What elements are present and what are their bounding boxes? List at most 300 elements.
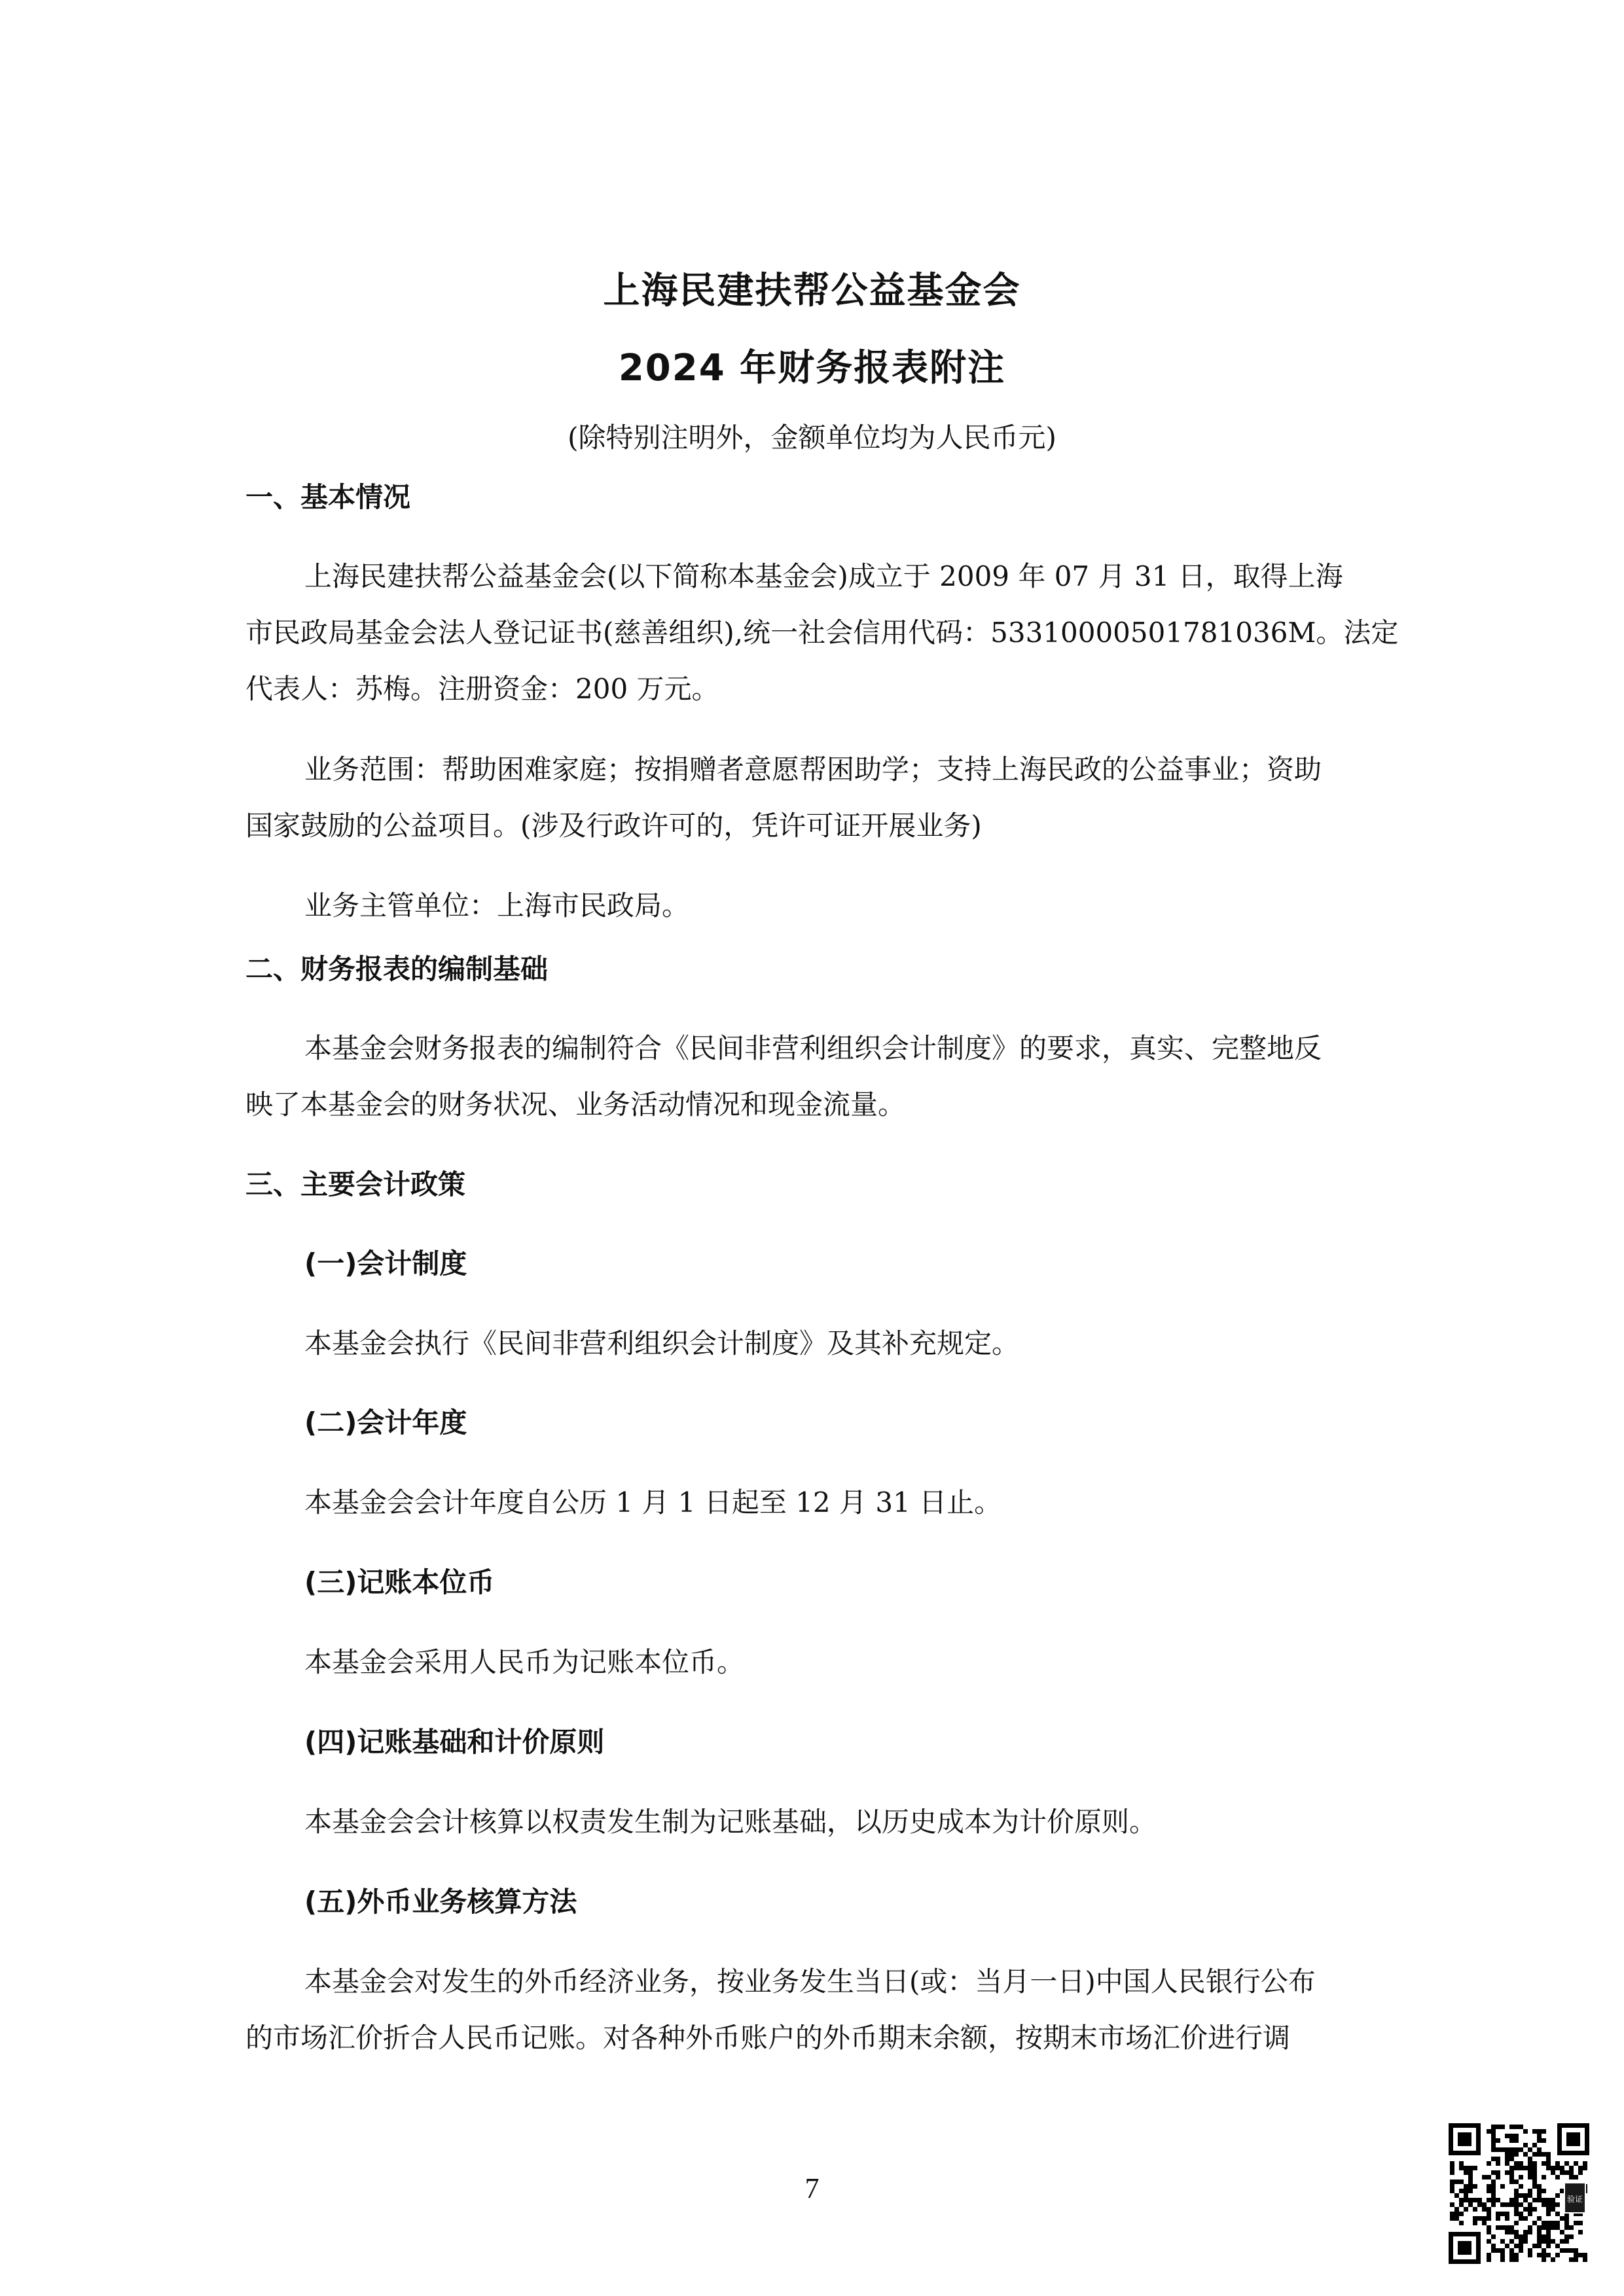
qr-module bbox=[1514, 2138, 1519, 2143]
qr-module bbox=[1477, 2216, 1482, 2221]
qr-module bbox=[1574, 2221, 1578, 2225]
qr-module bbox=[1546, 2225, 1551, 2230]
qr-module bbox=[1500, 2125, 1505, 2129]
qr-module bbox=[1487, 2230, 1491, 2234]
qr-module bbox=[1459, 2212, 1464, 2216]
qr-module bbox=[1564, 2225, 1569, 2230]
qr-module bbox=[1468, 2202, 1473, 2207]
qr-module bbox=[1523, 2239, 1528, 2244]
qr-module bbox=[1509, 2179, 1514, 2184]
paragraph-line: 本基金会执行《民间非营利组织会计制度》及其补充规定。 bbox=[304, 1327, 1020, 1359]
qr-module bbox=[1505, 2230, 1509, 2234]
qr-module bbox=[1450, 2170, 1454, 2175]
qr-module bbox=[1468, 2175, 1473, 2179]
qr-module bbox=[1496, 2170, 1500, 2175]
qr-module bbox=[1551, 2202, 1555, 2207]
qr-module bbox=[1523, 2129, 1528, 2134]
qr-module bbox=[1509, 2230, 1514, 2234]
qr-module bbox=[1532, 2152, 1537, 2157]
qr-module bbox=[1514, 2198, 1519, 2202]
subsection-heading: (二)会计年度 bbox=[304, 1407, 467, 1439]
qr-module bbox=[1583, 2257, 1587, 2262]
qr-module bbox=[1482, 2207, 1487, 2212]
qr-module bbox=[1487, 2207, 1491, 2212]
qr-module bbox=[1555, 2221, 1560, 2225]
qr-module bbox=[1519, 2216, 1523, 2221]
qr-module bbox=[1542, 2221, 1546, 2225]
qr-module bbox=[1491, 2134, 1496, 2138]
qr-module bbox=[1509, 2253, 1514, 2257]
paragraph-line: 本基金会财务报表的编制符合《民间非营利组织会计制度》的要求，真实、完整地反 bbox=[304, 1032, 1322, 1064]
qr-module bbox=[1532, 2129, 1537, 2134]
qr-module bbox=[1546, 2207, 1551, 2212]
page-number: 7 bbox=[804, 2172, 820, 2204]
qr-module bbox=[1496, 2157, 1500, 2161]
qr-module bbox=[1546, 2157, 1551, 2161]
qr-module bbox=[1487, 2161, 1491, 2166]
qr-module bbox=[1459, 2198, 1464, 2202]
qr-module bbox=[1464, 2189, 1468, 2193]
qr-module bbox=[1514, 2234, 1519, 2239]
qr-module bbox=[1505, 2225, 1509, 2230]
qr-module bbox=[1555, 2193, 1560, 2198]
qr-module bbox=[1523, 2216, 1528, 2221]
qr-module bbox=[1528, 2170, 1532, 2175]
qr-module bbox=[1569, 2257, 1574, 2262]
qr-module bbox=[1578, 2230, 1583, 2234]
qr-module bbox=[1514, 2212, 1519, 2216]
qr-module bbox=[1546, 2239, 1551, 2244]
qr-module bbox=[1505, 2202, 1509, 2207]
qr-module bbox=[1491, 2147, 1496, 2152]
qr-module bbox=[1546, 2230, 1551, 2234]
qr-module bbox=[1491, 2189, 1496, 2193]
qr-module bbox=[1551, 2207, 1555, 2212]
qr-module bbox=[1464, 2207, 1468, 2212]
qr-module bbox=[1487, 2129, 1491, 2134]
qr-module bbox=[1496, 2225, 1500, 2230]
document-subtitle-year: 2024 年财务报表附注 bbox=[618, 347, 1006, 389]
qr-module bbox=[1537, 2198, 1542, 2202]
qr-module bbox=[1578, 2221, 1583, 2225]
qr-module bbox=[1519, 2248, 1523, 2253]
qr-module bbox=[1509, 2175, 1514, 2179]
qr-module bbox=[1564, 2221, 1569, 2225]
qr-module bbox=[1555, 2253, 1560, 2257]
qr-module bbox=[1500, 2212, 1505, 2216]
qr-module bbox=[1546, 2212, 1551, 2216]
qr-module bbox=[1528, 2157, 1532, 2161]
qr-module bbox=[1578, 2170, 1583, 2175]
qr-module bbox=[1523, 2234, 1528, 2239]
qr-module bbox=[1514, 2147, 1519, 2152]
qr-module bbox=[1583, 2253, 1587, 2257]
qr-module bbox=[1537, 2225, 1542, 2230]
qr-module bbox=[1532, 2166, 1537, 2170]
qr-module bbox=[1505, 2161, 1509, 2166]
qr-module bbox=[1560, 2230, 1564, 2234]
subsection-heading: (一)会计制度 bbox=[304, 1247, 467, 1280]
qr-module bbox=[1537, 2152, 1542, 2157]
qr-module bbox=[1459, 2166, 1464, 2170]
qr-module bbox=[1509, 2248, 1514, 2253]
qr-module bbox=[1528, 2147, 1532, 2152]
qr-module bbox=[1505, 2134, 1509, 2138]
qr-module bbox=[1487, 2175, 1491, 2179]
qr-module bbox=[1500, 2184, 1505, 2189]
qr-module bbox=[1500, 2225, 1505, 2230]
qr-module bbox=[1578, 2253, 1583, 2257]
qr-module bbox=[1509, 2152, 1514, 2157]
qr-module bbox=[1459, 2161, 1464, 2166]
qr-module bbox=[1464, 2166, 1468, 2170]
qr-module bbox=[1542, 2225, 1546, 2230]
qr-module bbox=[1532, 2244, 1537, 2248]
qr-module bbox=[1454, 2207, 1459, 2212]
qr-module bbox=[1482, 2216, 1487, 2221]
document-title: 上海民建扶帮公益基金会 bbox=[603, 270, 1021, 312]
qr-module bbox=[1514, 2166, 1519, 2170]
qr-module bbox=[1542, 2189, 1546, 2193]
qr-module bbox=[1509, 2170, 1514, 2175]
qr-module bbox=[1487, 2198, 1491, 2202]
qr-module bbox=[1473, 2221, 1477, 2225]
qr-module bbox=[1450, 2166, 1454, 2170]
qr-module bbox=[1555, 2166, 1560, 2170]
qr-module bbox=[1459, 2202, 1464, 2207]
paragraph-line: 上海民建扶帮公益基金会(以下简称本基金会)成立于 2009 年 07 月 31 日，取得上海 bbox=[304, 560, 1343, 592]
qr-module bbox=[1496, 2138, 1500, 2143]
qr-module bbox=[1523, 2152, 1528, 2157]
qr-module bbox=[1519, 2239, 1523, 2244]
qr-module bbox=[1519, 2244, 1523, 2248]
paragraph-line: 本基金会会计年度自公历 1 月 1 日起至 12 月 31 日止。 bbox=[304, 1486, 1002, 1518]
qr-module bbox=[1487, 2225, 1491, 2230]
qr-module bbox=[1551, 2221, 1555, 2225]
qr-module bbox=[1583, 2166, 1587, 2170]
qr-module bbox=[1487, 2189, 1491, 2193]
qr-module bbox=[1491, 2248, 1496, 2253]
qr-module bbox=[1542, 2129, 1546, 2134]
qr-module bbox=[1514, 2253, 1519, 2257]
qr-module bbox=[1523, 2166, 1528, 2170]
subsection-heading: (三)记账本位币 bbox=[304, 1566, 495, 1598]
qr-module bbox=[1487, 2216, 1491, 2221]
qr-module bbox=[1505, 2170, 1509, 2175]
qr-module bbox=[1523, 2198, 1528, 2202]
qr-module bbox=[1450, 2216, 1454, 2221]
qr-module bbox=[1555, 2161, 1560, 2166]
qr-module bbox=[1514, 2134, 1519, 2138]
qr-module bbox=[1564, 2216, 1569, 2221]
qr-module bbox=[1464, 2193, 1468, 2198]
qr-module bbox=[1528, 2161, 1532, 2166]
qr-module bbox=[1496, 2147, 1500, 2152]
qr-module bbox=[1528, 2175, 1532, 2179]
qr-module bbox=[1542, 2257, 1546, 2262]
paragraph-line: 映了本基金会的财务状况、业务活动情况和现金流量。 bbox=[245, 1088, 906, 1121]
qr-module bbox=[1468, 2179, 1473, 2184]
qr-module bbox=[1491, 2170, 1496, 2175]
qr-module bbox=[1519, 2125, 1523, 2129]
qr-module bbox=[1569, 2248, 1574, 2253]
qr-module bbox=[1574, 2257, 1578, 2262]
qr-module bbox=[1551, 2198, 1555, 2202]
qr-module bbox=[1537, 2129, 1542, 2134]
qr-module bbox=[1560, 2239, 1564, 2244]
qr-module bbox=[1519, 2184, 1523, 2189]
qr-module bbox=[1505, 2212, 1509, 2216]
paragraph-line: 的市场汇价折合人民币记账。对各种外币账户的外币期末余额，按期末市场汇价进行调 bbox=[245, 2022, 1291, 2054]
qr-module bbox=[1551, 2166, 1555, 2170]
qr-module bbox=[1491, 2202, 1496, 2207]
qr-module bbox=[1496, 2216, 1500, 2221]
qr-module bbox=[1564, 2161, 1569, 2166]
qr-module bbox=[1532, 2184, 1537, 2189]
qr-module bbox=[1555, 2202, 1560, 2207]
paragraph-line: 国家鼓励的公益项目。(涉及行政许可的，凭许可证开展业务) bbox=[245, 810, 982, 842]
qr-module bbox=[1564, 2170, 1569, 2175]
qr-module bbox=[1542, 2239, 1546, 2244]
qr-module bbox=[1532, 2221, 1537, 2225]
qr-module bbox=[1551, 2225, 1555, 2230]
subsection-heading: (五)外币业务核算方法 bbox=[304, 1886, 577, 1918]
qr-module bbox=[1555, 2212, 1560, 2216]
qr-module bbox=[1459, 2179, 1464, 2184]
qr-module bbox=[1468, 2184, 1473, 2189]
qr-module bbox=[1491, 2234, 1496, 2239]
qr-module bbox=[1509, 2134, 1514, 2138]
section-heading-policies: 三、主要会计政策 bbox=[245, 1168, 466, 1200]
qr-module bbox=[1514, 2207, 1519, 2212]
qr-module bbox=[1450, 2212, 1454, 2216]
qr-module bbox=[1523, 2193, 1528, 2198]
qr-module bbox=[1454, 2179, 1459, 2184]
qr-module bbox=[1523, 2143, 1528, 2147]
qr-module bbox=[1542, 2161, 1546, 2166]
qr-module bbox=[1496, 2161, 1500, 2166]
svg-text:验证: 验证 bbox=[1566, 2195, 1583, 2204]
qr-module bbox=[1505, 2152, 1509, 2157]
currency-note: (除特别注明外，金额单位均为人民币元) bbox=[568, 422, 1056, 454]
qr-module bbox=[1500, 2147, 1505, 2152]
qr-module bbox=[1454, 2216, 1459, 2221]
qr-module bbox=[1450, 2179, 1454, 2184]
qr-module bbox=[1519, 2166, 1523, 2170]
qr-module bbox=[1574, 2248, 1578, 2253]
section-heading-basic-info: 一、基本情况 bbox=[245, 481, 411, 513]
qr-module bbox=[1514, 2179, 1519, 2184]
qr-module bbox=[1528, 2202, 1532, 2207]
paragraph-line: 代表人：苏梅。注册资金：200 万元。 bbox=[245, 673, 719, 705]
qr-module bbox=[1574, 2253, 1578, 2257]
qr-module bbox=[1542, 2253, 1546, 2257]
qr-module bbox=[1560, 2248, 1564, 2253]
paragraph-line: 业务主管单位：上海市民政局。 bbox=[304, 889, 690, 922]
qr-module bbox=[1509, 2125, 1514, 2129]
qr-module bbox=[1477, 2202, 1482, 2207]
qr-module bbox=[1468, 2198, 1473, 2202]
qr-module bbox=[1491, 2125, 1496, 2129]
qr-module bbox=[1450, 2161, 1454, 2166]
qr-module bbox=[1546, 2234, 1551, 2239]
qr-module bbox=[1514, 2125, 1519, 2129]
qr-module bbox=[1560, 2216, 1564, 2221]
qr-module bbox=[1546, 2198, 1551, 2202]
qr-module bbox=[1464, 2184, 1468, 2189]
qr-module bbox=[1537, 2193, 1542, 2198]
qr-module bbox=[1454, 2193, 1459, 2198]
qr-module bbox=[1487, 2257, 1491, 2262]
qr-module bbox=[1569, 2234, 1574, 2239]
verification-qr-code-icon[interactable] bbox=[1449, 2123, 1589, 2264]
qr-module bbox=[1514, 2244, 1519, 2248]
qr-module bbox=[1528, 2166, 1532, 2170]
qr-module bbox=[1491, 2157, 1496, 2161]
qr-module bbox=[1509, 2147, 1514, 2152]
qr-module bbox=[1473, 2184, 1477, 2189]
qr-module bbox=[1542, 2234, 1546, 2239]
qr-module bbox=[1468, 2166, 1473, 2170]
qr-module bbox=[1514, 2152, 1519, 2157]
qr-module bbox=[1514, 2221, 1519, 2225]
qr-module bbox=[1450, 2189, 1454, 2193]
qr-module bbox=[1491, 2179, 1496, 2184]
qr-module bbox=[1546, 2244, 1551, 2248]
qr-module bbox=[1564, 2239, 1569, 2244]
qr-module bbox=[1560, 2170, 1564, 2175]
qr-module bbox=[1482, 2221, 1487, 2225]
qr-module bbox=[1505, 2244, 1509, 2248]
qr-module bbox=[1509, 2257, 1514, 2262]
qr-module bbox=[1450, 2202, 1454, 2207]
qr-module bbox=[1528, 2230, 1532, 2234]
qr-module bbox=[1528, 2253, 1532, 2257]
qr-module bbox=[1542, 2248, 1546, 2253]
qr-module bbox=[1487, 2253, 1491, 2257]
qr-module bbox=[1482, 2202, 1487, 2207]
qr-module bbox=[1546, 2166, 1551, 2170]
qr-module bbox=[1500, 2239, 1505, 2244]
subsection-heading: (四)记账基础和计价原则 bbox=[304, 1726, 605, 1758]
qr-module bbox=[1491, 2193, 1496, 2198]
qr-module bbox=[1454, 2212, 1459, 2216]
qr-module bbox=[1491, 2143, 1496, 2147]
qr-module bbox=[1505, 2216, 1509, 2221]
qr-module bbox=[1542, 2175, 1546, 2179]
qr-module bbox=[1514, 2193, 1519, 2198]
qr-module bbox=[1528, 2248, 1532, 2253]
qr-module bbox=[1514, 2189, 1519, 2193]
qr-module bbox=[1528, 2225, 1532, 2230]
qr-module bbox=[1450, 2184, 1454, 2189]
qr-module bbox=[1537, 2138, 1542, 2143]
qr-module bbox=[1519, 2212, 1523, 2216]
qr-module bbox=[1569, 2170, 1574, 2175]
qr-module bbox=[1537, 2230, 1542, 2234]
qr-module bbox=[1491, 2129, 1496, 2134]
qr-module bbox=[1491, 2244, 1496, 2248]
qr-module bbox=[1569, 2225, 1574, 2230]
qr-module bbox=[1496, 2248, 1500, 2253]
qr-module bbox=[1542, 2202, 1546, 2207]
qr-module bbox=[1583, 2161, 1587, 2166]
qr-code-graphic bbox=[1449, 2123, 1589, 2264]
qr-module bbox=[1564, 2248, 1569, 2253]
qr-module bbox=[1574, 2175, 1578, 2179]
qr-module bbox=[1528, 2193, 1532, 2198]
qr-module bbox=[1519, 2147, 1523, 2152]
qr-module bbox=[1509, 2157, 1514, 2161]
qr-module bbox=[1542, 2198, 1546, 2202]
qr-module bbox=[1528, 2207, 1532, 2212]
qr-module bbox=[1464, 2198, 1468, 2202]
qr-module bbox=[1473, 2198, 1477, 2202]
qr-module bbox=[1473, 2166, 1477, 2170]
qr-module bbox=[1523, 2207, 1528, 2212]
qr-module bbox=[1537, 2239, 1542, 2244]
qr-module bbox=[1514, 2161, 1519, 2166]
paragraph-line: 本基金会采用人民币为记账本位币。 bbox=[304, 1646, 745, 1678]
qr-module bbox=[1487, 2212, 1491, 2216]
qr-module bbox=[1546, 2221, 1551, 2225]
qr-module bbox=[1496, 2212, 1500, 2216]
qr-module bbox=[1564, 2234, 1569, 2239]
qr-module bbox=[1496, 2175, 1500, 2179]
qr-module bbox=[1473, 2207, 1477, 2212]
qr-module bbox=[1532, 2143, 1537, 2147]
qr-module bbox=[1509, 2198, 1514, 2202]
qr-module bbox=[1555, 2244, 1560, 2248]
qr-module bbox=[1519, 2161, 1523, 2166]
qr-module bbox=[1519, 2193, 1523, 2198]
qr-module bbox=[1528, 2212, 1532, 2216]
qr-module bbox=[1500, 2248, 1505, 2253]
qr-module bbox=[1459, 2221, 1464, 2225]
qr-module bbox=[1546, 2161, 1551, 2166]
qr-module bbox=[1496, 2198, 1500, 2202]
qr-module bbox=[1509, 2225, 1514, 2230]
qr-module bbox=[1482, 2175, 1487, 2179]
qr-module bbox=[1468, 2170, 1473, 2175]
qr-module bbox=[1551, 2170, 1555, 2175]
qr-module bbox=[1459, 2189, 1464, 2193]
qr-module bbox=[1532, 2207, 1537, 2212]
qr-module bbox=[1514, 2202, 1519, 2207]
qr-module bbox=[1487, 2184, 1491, 2189]
qr-module bbox=[1505, 2157, 1509, 2161]
paragraph-line: 市民政局基金会法人登记证书(慈善组织),统一社会信用代码：53310000501781036M。法定 bbox=[245, 617, 1399, 649]
qr-module bbox=[1496, 2125, 1500, 2129]
qr-module bbox=[1532, 2198, 1537, 2202]
qr-module bbox=[1532, 2161, 1537, 2166]
qr-module bbox=[1537, 2147, 1542, 2152]
qr-module bbox=[1537, 2184, 1542, 2189]
qr-module bbox=[1542, 2152, 1546, 2157]
qr-module bbox=[1509, 2138, 1514, 2143]
qr-module bbox=[1509, 2202, 1514, 2207]
qr-module bbox=[1537, 2189, 1542, 2193]
qr-module bbox=[1487, 2239, 1491, 2244]
qr-module bbox=[1519, 2202, 1523, 2207]
qr-module bbox=[1505, 2147, 1509, 2152]
qr-module bbox=[1532, 2175, 1537, 2179]
qr-module bbox=[1546, 2152, 1551, 2157]
qr-module bbox=[1491, 2198, 1496, 2202]
qr-module bbox=[1551, 2257, 1555, 2262]
qr-module bbox=[1523, 2230, 1528, 2234]
qr-module bbox=[1528, 2189, 1532, 2193]
